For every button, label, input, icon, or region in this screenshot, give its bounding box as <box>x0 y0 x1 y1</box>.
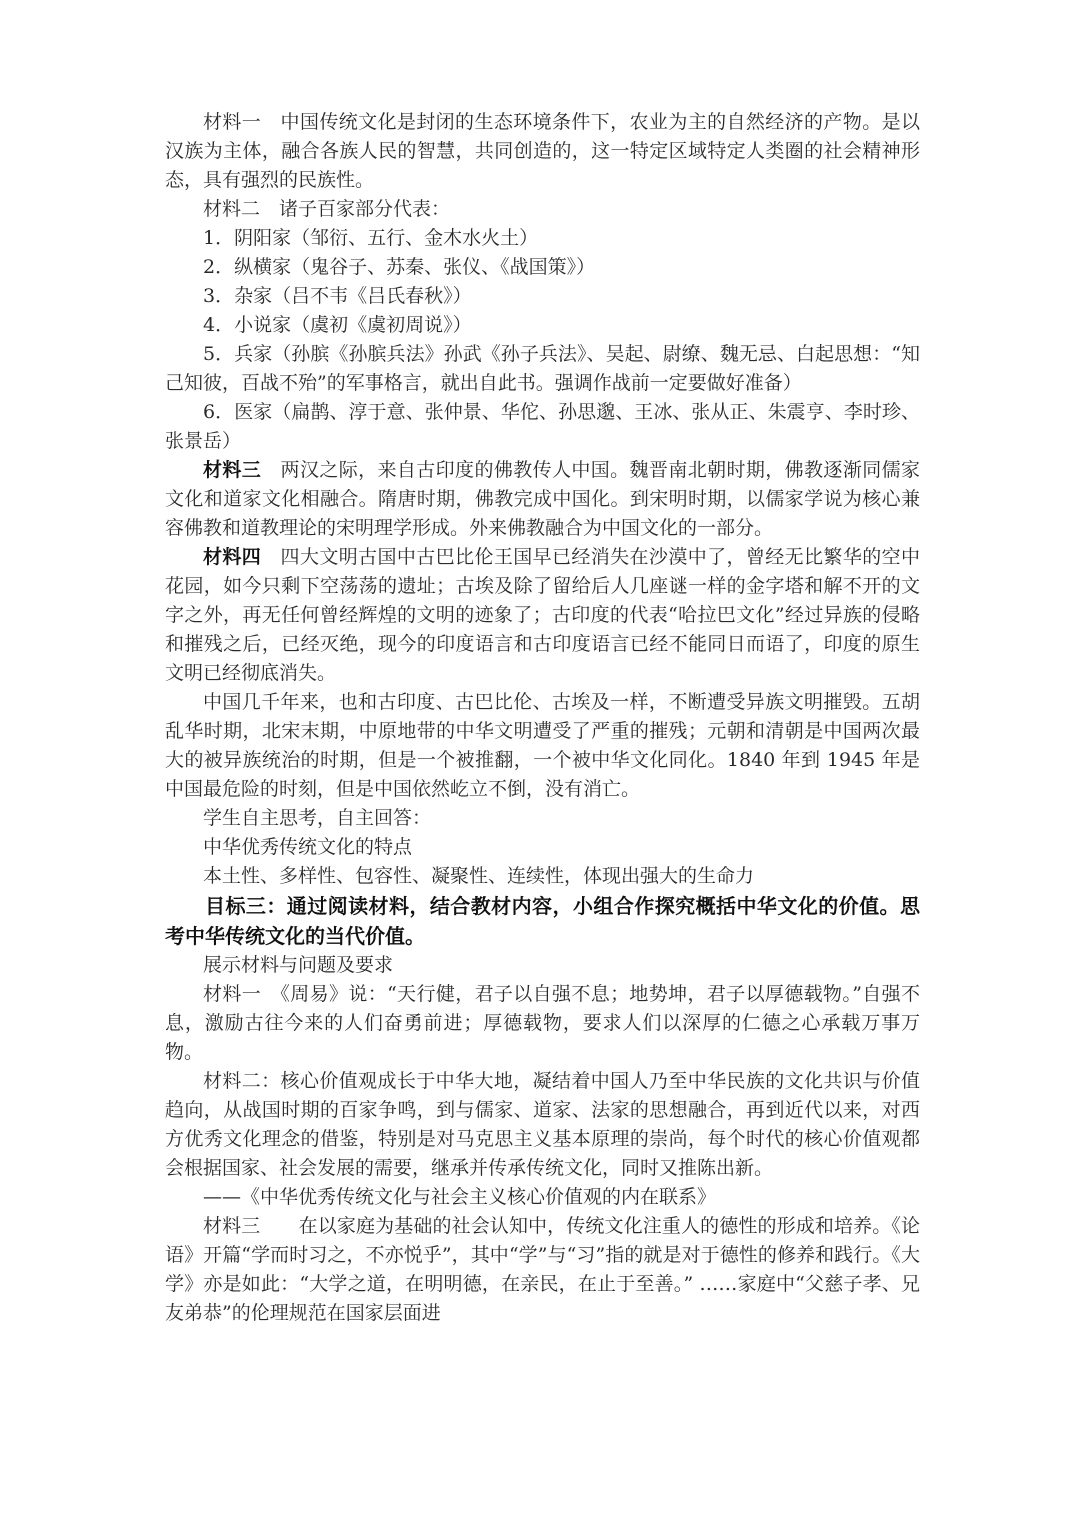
source-citation: ——《中华优秀传统文化与社会主义核心价值观的内在联系》 <box>203 1186 717 1208</box>
material-4-paragraph <box>165 543 920 688</box>
value-material-2: 材料二：核心价值观成长于中华大地，凝结着中国人乃至中华民族的文化共识与价值趋向，从战国时期的百家争鸣，到与儒家、道家、法家的思想融合，再到近代以来，对西方优秀文化理念的借鉴，特别是对马克思主义基本原理的崇尚，每个时代的核心价值观都会根据国家、社会发展的需要，继承并传承传统文化，同时又推陈出新。 <box>165 1070 920 1179</box>
material-1-paragraph: 材料一 中国传统文化是封闭的生态环境条件下，农业为主的自然经济的产物。是以汉族为主体，融合各族人民的智慧，共同创造的，这一特定区域特定人类圈的社会精神形态，具有强烈的民族性。 <box>165 111 920 191</box>
material-3-paragraph <box>165 456 920 543</box>
material-4-label: 材料四 <box>203 546 262 568</box>
material-3-text: 两汉之际，来自古印度的佛教传人中国。魏晋南北朝时期，佛教逐渐同儒家文化和道家文化相融合。隋唐时期，佛教完成中国化。到宋明时期，以儒家学说为核心兼容佛教和道教理论的宋明理学形成。外来佛教融合为中国文化的一部分。 <box>165 459 920 539</box>
school-item-6: 6．医家（扁鹊、淳于意、张仲景、华佗、孙思邈、王冰、张从正、朱震亨、李时珍、张景岳） <box>165 401 920 452</box>
school-item-2: 2．纵横家（鬼谷子、苏秦、张仪、《战国策》） <box>203 256 596 278</box>
school-item-3: 3．杂家（吕不韦《吕氏春秋》） <box>203 285 472 307</box>
school-item-4: 4．小说家（虞初《虞初周说》） <box>203 314 472 336</box>
value-material-1: 材料一 《周易》说：“天行健，君子以自强不息；地势坤，君子以厚德载物。”自强不息，激励古往今来的人们奋勇前进；厚德载物，要求人们以深厚的仁德之心承载万事万物。 <box>165 983 920 1063</box>
school-item-1: 1．阴阳家（邹衍、五行、金木水火土） <box>203 227 539 249</box>
student-thinking-paragraph: 学生自主思考，自主回答： <box>203 807 432 829</box>
material-4-text: 四大文明古国中古巴比伦王国早已经消失在沙漠中了，曾经无比繁华的空中花园，如今只剩下空荡荡的遗址；古埃及除了留给后人几座谜一样的金字塔和解不开的文字之外，再无任何曾经辉煌的文明的迹象了；古印度的代表“哈拉巴文化”经过异族的侵略和摧残之后，已经灭绝，现今的印度语言和古印度语言已经不能同日而语了，印度的原生文明已经彻底消失。 <box>165 546 920 684</box>
school-item-5: 5．兵家（孙膑《孙膑兵法》孙武《孙子兵法》、吴起、尉缭、魏无忌、白起思想：“知己知彼，百战不殆”的军事格言，就出自此书。强调作战前一定要做好准备） <box>165 343 920 394</box>
value-material-3: 材料三 在以家庭为基础的社会认知中，传统文化注重人的德性的形成和培养。《论语》开篇“学而时习之，不亦悦乎”，其中“学”与“习”指的就是对于德性的修养和践行。《大学》亦是如此：“大学之道，在明明德，在亲民，在止于至善。” ……家庭中“父慈子孝、兄友弟恭”的伦理规范在国家层面进 <box>165 1215 920 1324</box>
china-history-paragraph: 中国几千年来，也和古印度、古巴比伦、古埃及一样，不断遭受异族文明摧毁。五胡乱华时期，北宋末期，中原地带的中华文明遭受了严重的摧残；元朝和清朝是中国两次最大的被异族统治的时期，但是一个被推翻，一个被中华文化同化。1840 年到 1945 年是中国最危险的时刻，但是中国依然屹立不倒，没有消亡。 <box>165 691 920 800</box>
features-list: 本土性、多样性、包容性、凝聚性、连续性，体现出强大的生命力 <box>203 865 755 887</box>
show-materials-heading: 展示材料与问题及要求 <box>203 954 394 976</box>
target-3-heading: 目标三：通过阅读材料，结合教材内容，小组合作探究概括中华文化的价值。思考中华传统文化的当代价值。 <box>165 894 920 948</box>
features-heading: 中华优秀传统文化的特点 <box>203 836 413 858</box>
material-2-heading: 材料二 诸子百家部分代表： <box>203 198 451 220</box>
document-page <box>165 108 920 1328</box>
material-3-label: 材料三 <box>203 459 262 481</box>
